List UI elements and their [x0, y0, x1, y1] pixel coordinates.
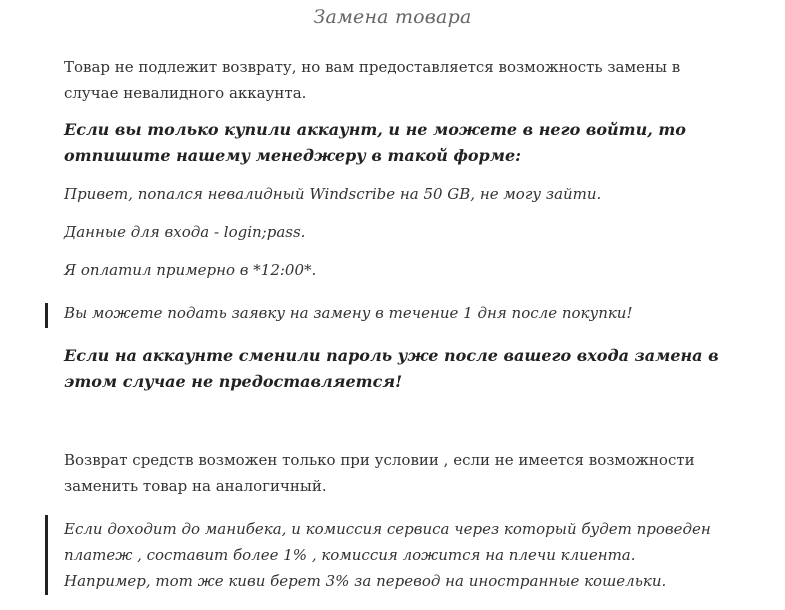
- chargeback-line-1: Если доходит до манибека, и комиссия сервиса через который будет проведен: [64, 520, 711, 538]
- refund-line-2: заменить товар на аналогичный.: [64, 477, 327, 495]
- instruction-line-2: отпишите нашему менеджеру в такой форме:: [64, 146, 522, 165]
- message-template-line-3: Я оплатил примерно в *12:00*.: [64, 261, 317, 279]
- instruction-paragraph: [64, 117, 734, 169]
- intro-line-2: случае невалидного аккаунта.: [64, 84, 307, 102]
- page-title: Замена товара: [313, 6, 472, 28]
- password-warning-line-2: этом случае не предоставляется!: [64, 372, 403, 391]
- password-warning-line-1: Если на аккаунте сменили пароль уже после вашего входа замена в: [64, 346, 719, 365]
- instruction-line-1: Если вы только купили аккаунт, и не можете в него войти, то: [64, 120, 686, 139]
- refund-line-1: Возврат средств возможен только при условии , если не имеется возможности: [64, 451, 695, 469]
- message-template-line-2: Данные для входа - login;pass.: [64, 223, 306, 241]
- intro-paragraph: [64, 54, 734, 106]
- chargeback-quote-bar: [45, 515, 48, 595]
- chargeback-line-3: Например, тот же киви берет 3% за перевод на иностранные кошельки.: [64, 572, 667, 590]
- notice-text: Вы можете подать заявку на замену в течение 1 дня после покупки!: [64, 304, 633, 322]
- notice-quote-bar: [45, 303, 48, 328]
- chargeback-paragraph: [64, 516, 734, 594]
- chargeback-line-2: платеж , составит более 1% , комиссия ложится на плечи клиента.: [64, 546, 636, 564]
- password-warning-paragraph: [64, 343, 734, 395]
- refund-paragraph: [64, 447, 734, 499]
- intro-line-1: Товар не подлежит возврату, но вам предоставляется возможность замены в: [64, 58, 681, 76]
- message-template-line-1: Привет, попался невалидный Windscribe на 50 GB, не могу зайти.: [64, 185, 602, 203]
